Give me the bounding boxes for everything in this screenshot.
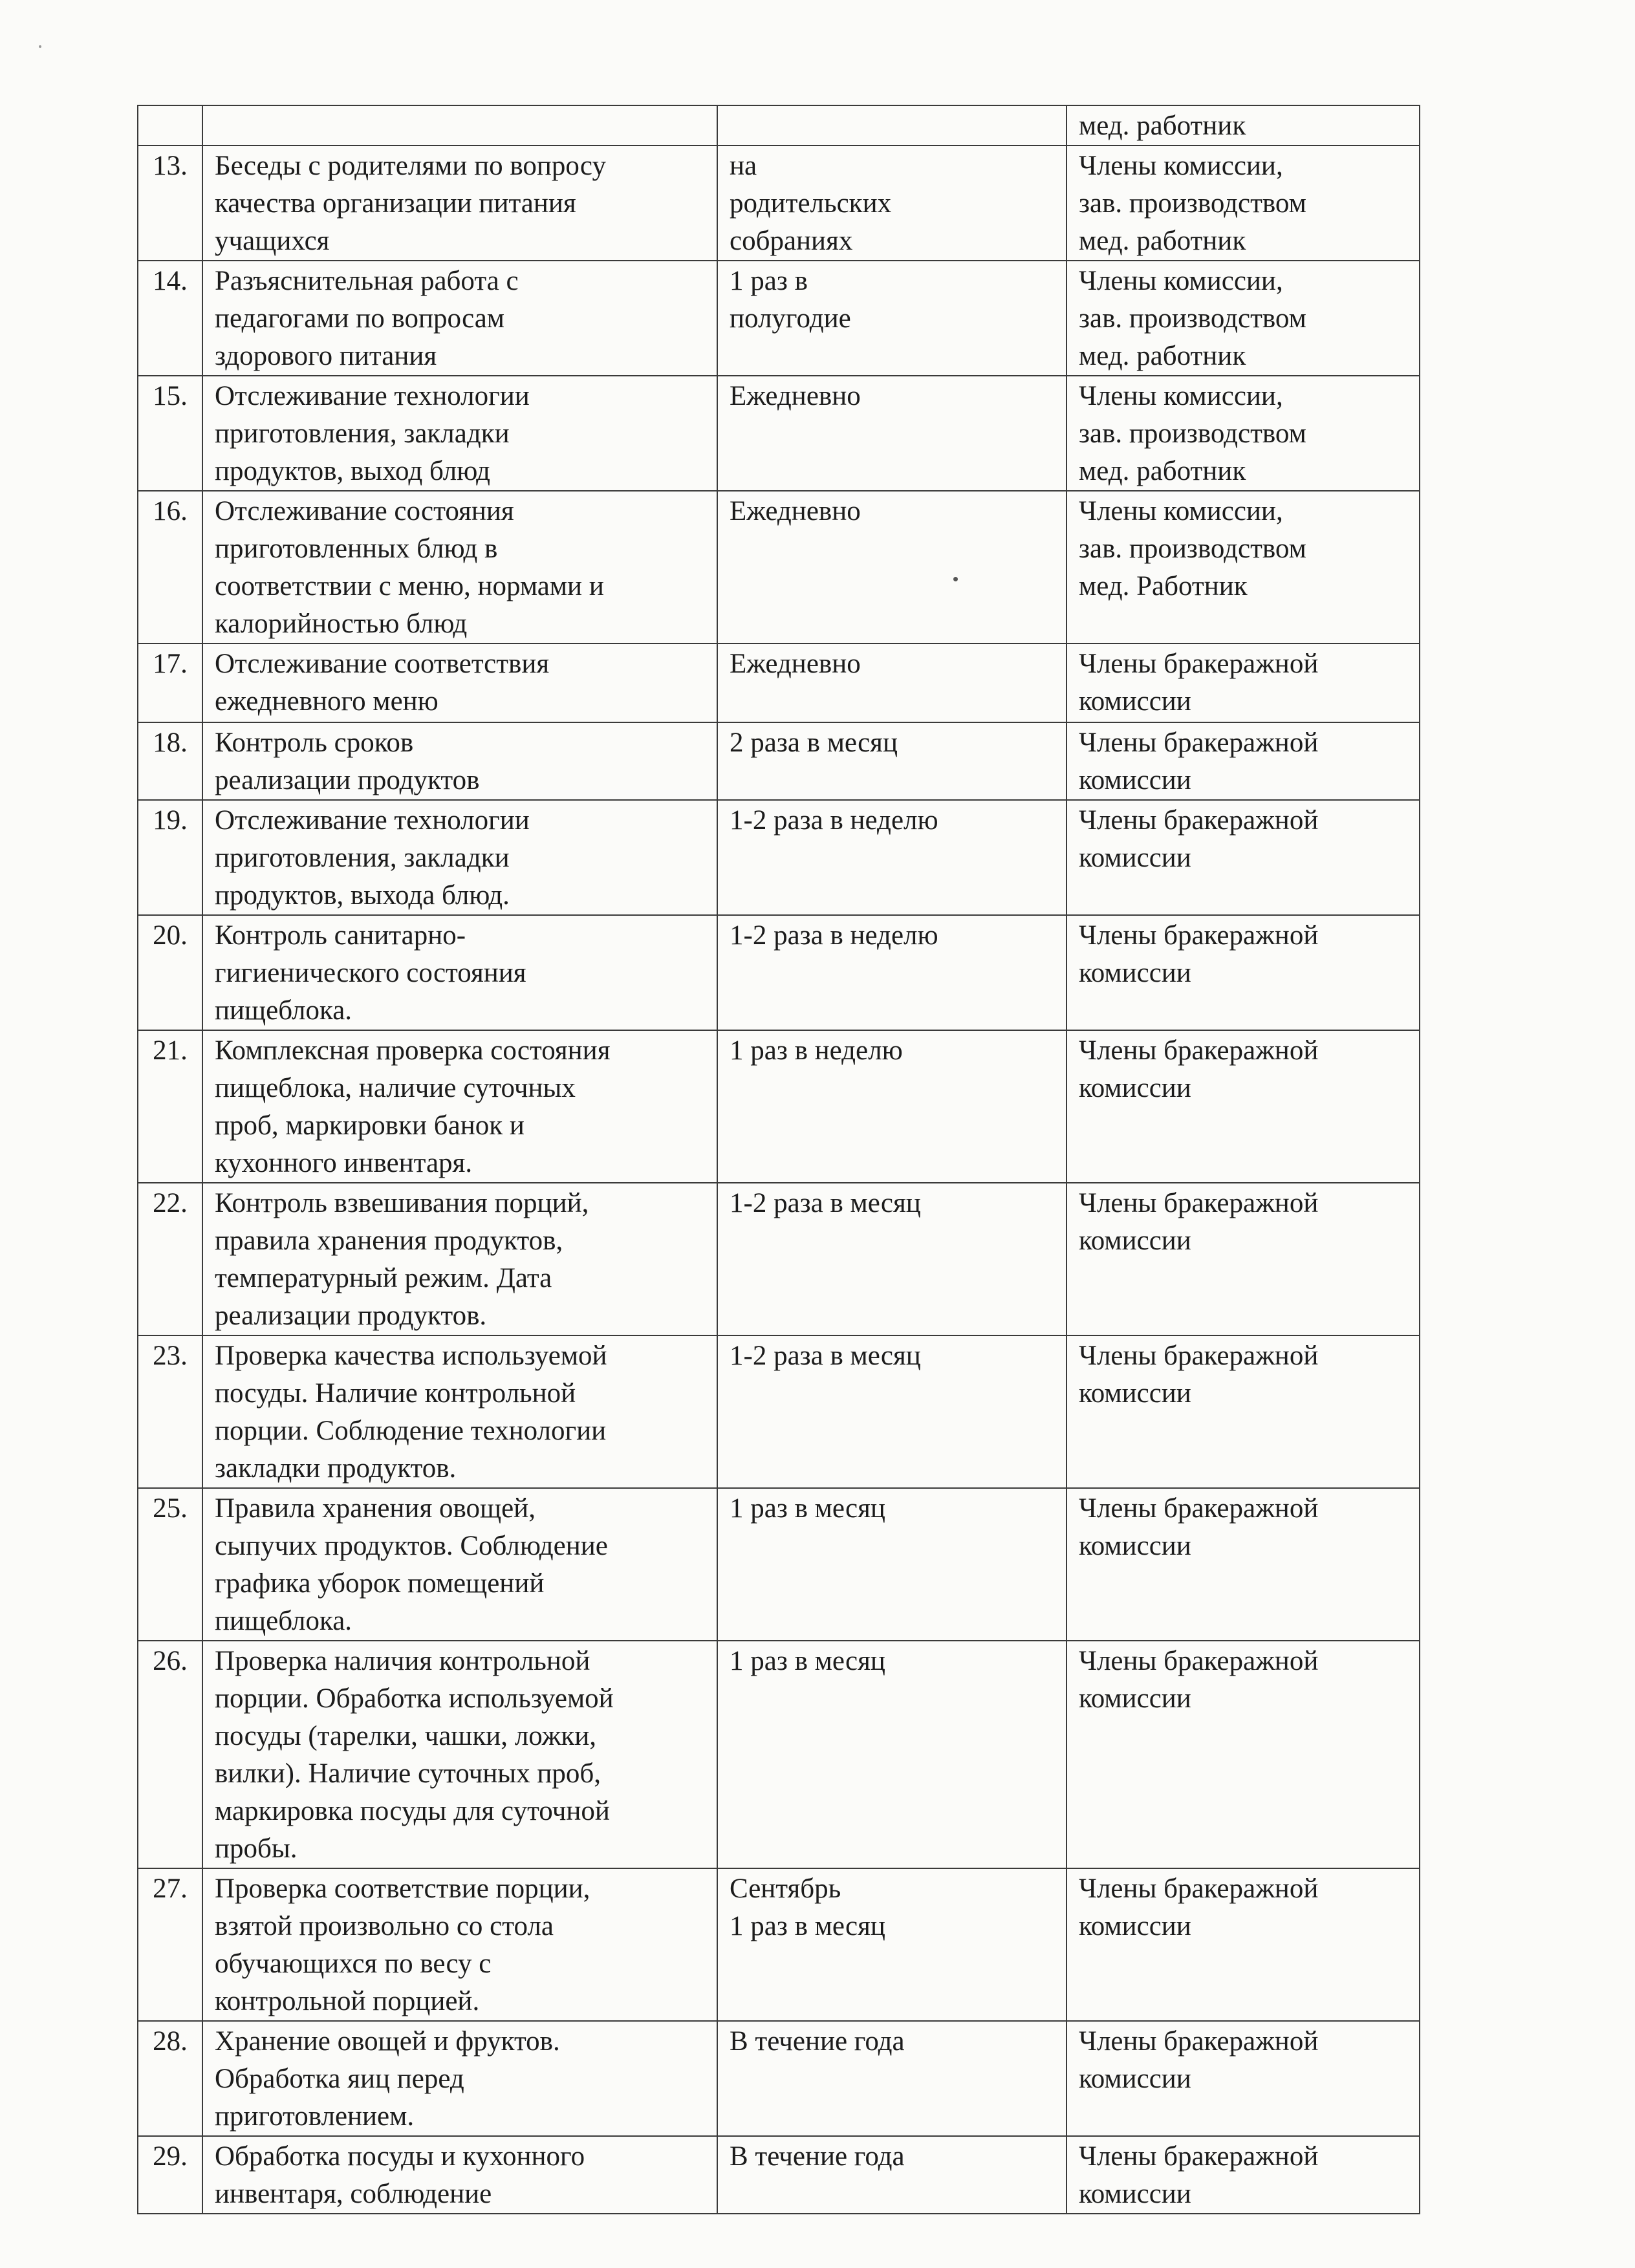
period-cell: 1-2 раза в неделю	[717, 915, 1067, 1030]
period-cell: В течение года	[717, 2136, 1067, 2214]
period-cell: Ежедневно	[717, 491, 1067, 643]
period-cell: В течение года	[717, 2021, 1067, 2136]
responsible-cell: Члены бракеражной комиссии	[1067, 2136, 1420, 2214]
table-row	[138, 800, 1420, 915]
responsible-cell: Члены комиссии, зав. производством мед. работник	[1067, 376, 1420, 491]
row-number: 26.	[138, 1641, 202, 1868]
table-row	[138, 105, 1420, 146]
table-row	[138, 1183, 1420, 1335]
period-cell: 1 раз в неделю	[717, 1030, 1067, 1183]
table-row	[138, 491, 1420, 643]
table-row	[138, 915, 1420, 1030]
activity-cell: Контроль взвешивания порций, правила хранения продуктов, температурный режим. Дата реализации продуктов.	[202, 1183, 717, 1335]
row-number: 27.	[138, 1868, 202, 2021]
responsible-cell: Члены комиссии, зав. производством мед. работник	[1067, 261, 1420, 376]
responsible-cell: Члены бракеражной комиссии	[1067, 722, 1420, 800]
responsible-cell: Члены бракеражной комиссии	[1067, 1641, 1420, 1868]
row-number: 23.	[138, 1335, 202, 1488]
activity-cell: Проверка соответствие порции, взятой произвольно со стола обучающихся по весу с контрольной порцией.	[202, 1868, 717, 2021]
period-cell: Ежедневно	[717, 643, 1067, 722]
responsible-cell: Члены бракеражной комиссии	[1067, 1030, 1420, 1183]
table-row	[138, 1868, 1420, 2021]
row-number: 16.	[138, 491, 202, 643]
period-cell: 1 раз в полугодие	[717, 261, 1067, 376]
responsible-cell: Члены бракеражной комиссии	[1067, 800, 1420, 915]
responsible-cell: Члены бракеражной комиссии	[1067, 1868, 1420, 2021]
row-number: 22.	[138, 1183, 202, 1335]
row-number: 21.	[138, 1030, 202, 1183]
activity-cell: Проверка наличия контрольной порции. Обработка используемой посуды (тарелки, чашки, ложки, вилки). Наличие суточных проб, маркировка посуды для суточной пробы.	[202, 1641, 717, 1868]
activity-cell: Контроль санитарно- гигиенического состояния пищеблока.	[202, 915, 717, 1030]
activity-cell: Отслеживание соответствия ежедневного меню	[202, 643, 717, 722]
row-number: 25.	[138, 1488, 202, 1641]
activity-cell: Контроль сроков реализации продуктов	[202, 722, 717, 800]
row-number: 17.	[138, 643, 202, 722]
table-row	[138, 261, 1420, 376]
period-cell: Сентябрь 1 раз в месяц	[717, 1868, 1067, 2021]
row-number: 20.	[138, 915, 202, 1030]
table-row	[138, 2021, 1420, 2136]
row-number: 15.	[138, 376, 202, 491]
row-number: 13.	[138, 146, 202, 261]
table-body	[138, 105, 1420, 2214]
nutrition-control-table	[137, 105, 1420, 2214]
activity-cell: Проверка качества используемой посуды. Наличие контрольной порции. Соблюдение технологии закладки продуктов.	[202, 1335, 717, 1488]
activity-cell: Беседы с родителями по вопросу качества организации питания учащихся	[202, 146, 717, 261]
period-cell: 1-2 раза в месяц	[717, 1183, 1067, 1335]
period-cell: 1-2 раза в месяц	[717, 1335, 1067, 1488]
responsible-cell: Члены бракеражной комиссии	[1067, 643, 1420, 722]
period-cell: Ежедневно	[717, 376, 1067, 491]
table-row	[138, 2136, 1420, 2214]
row-number: 18.	[138, 722, 202, 800]
responsible-cell: мед. работник	[1067, 105, 1420, 146]
activity-cell: Отслеживание технологии приготовления, закладки продуктов, выход блюд	[202, 376, 717, 491]
row-number: 14.	[138, 261, 202, 376]
table-row	[138, 722, 1420, 800]
scan-speck	[39, 45, 41, 48]
row-number: 29.	[138, 2136, 202, 2214]
period-cell: 1 раз в месяц	[717, 1488, 1067, 1641]
row-number	[138, 105, 202, 146]
activity-cell	[202, 105, 717, 146]
activity-cell: Отслеживание технологии приготовления, закладки продуктов, выхода блюд.	[202, 800, 717, 915]
responsible-cell: Члены бракеражной комиссии	[1067, 1488, 1420, 1641]
period-cell: 1 раз в месяц	[717, 1641, 1067, 1868]
period-cell: 1-2 раза в неделю	[717, 800, 1067, 915]
activity-cell: Обработка посуды и кухонного инвентаря, соблюдение	[202, 2136, 717, 2214]
row-number: 19.	[138, 800, 202, 915]
table-row	[138, 1488, 1420, 1641]
responsible-cell: Члены бракеражной комиссии	[1067, 1335, 1420, 1488]
activity-cell: Разъяснительная работа с педагогами по вопросам здорового питания	[202, 261, 717, 376]
activity-cell: Комплексная проверка состояния пищеблока, наличие суточных проб, маркировки банок и кухонного инвентаря.	[202, 1030, 717, 1183]
scan-speck	[953, 577, 958, 581]
table-row	[138, 376, 1420, 491]
activity-cell: Отслеживание состояния приготовленных блюд в соответствии с меню, нормами и калорийностью блюд	[202, 491, 717, 643]
activity-cell: Хранение овощей и фруктов. Обработка яиц перед приготовлением.	[202, 2021, 717, 2136]
table-row	[138, 1030, 1420, 1183]
table-row	[138, 643, 1420, 722]
period-cell: 2 раза в месяц	[717, 722, 1067, 800]
table-row	[138, 1641, 1420, 1868]
table-row	[138, 1335, 1420, 1488]
period-cell: на родительских собраниях	[717, 146, 1067, 261]
table-row	[138, 146, 1420, 261]
responsible-cell: Члены комиссии, зав. производством мед. Работник	[1067, 491, 1420, 643]
responsible-cell: Члены бракеражной комиссии	[1067, 1183, 1420, 1335]
responsible-cell: Члены бракеражной комиссии	[1067, 2021, 1420, 2136]
responsible-cell: Члены комиссии, зав. производством мед. работник	[1067, 146, 1420, 261]
activity-cell: Правила хранения овощей, сыпучих продуктов. Соблюдение графика уборок помещений пищеблока.	[202, 1488, 717, 1641]
row-number: 28.	[138, 2021, 202, 2136]
responsible-cell: Члены бракеражной комиссии	[1067, 915, 1420, 1030]
period-cell	[717, 105, 1067, 146]
